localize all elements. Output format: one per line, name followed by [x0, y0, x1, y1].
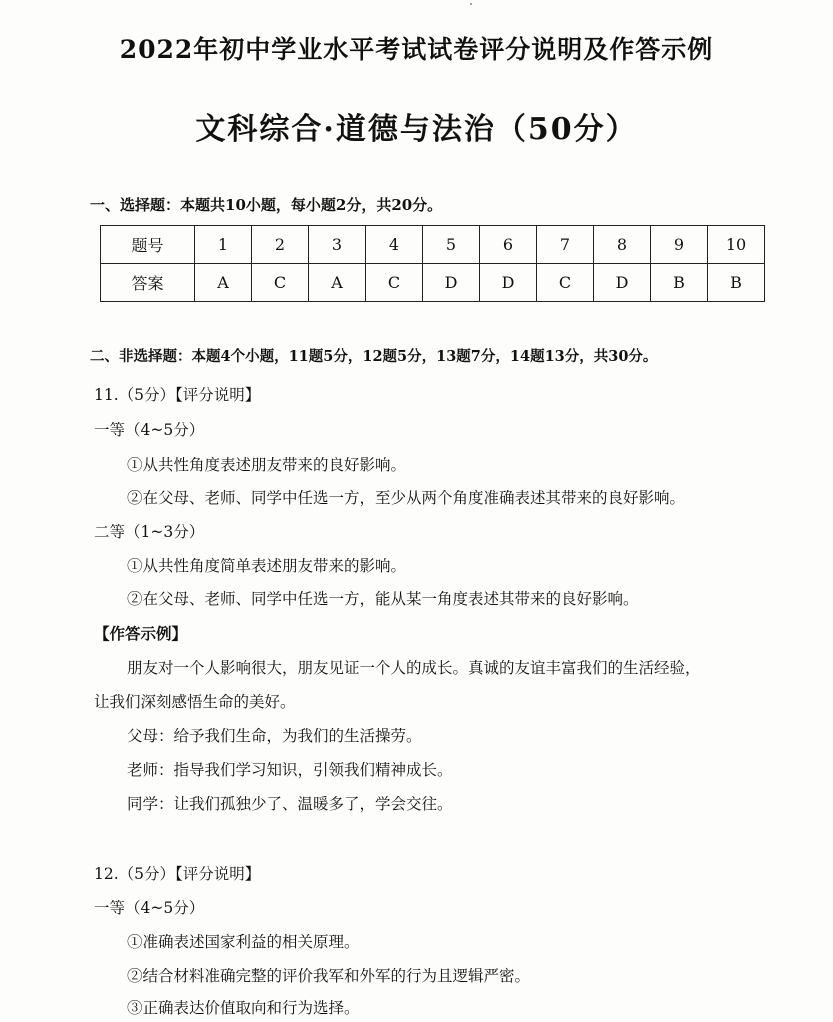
- scan-speck: [470, 3, 472, 5]
- question-number: 5: [423, 226, 480, 264]
- answer-cell: C: [252, 264, 309, 302]
- q11-example-classmate: 同学：让我们孤独少了、温暖多了，学会交往。: [127, 795, 453, 813]
- answer-cell: C: [537, 264, 594, 302]
- q11-grade2-criterion-2: ②在父母、老师、同学中任选一方，能从某一角度表述其带来的良好影响。: [127, 590, 639, 608]
- row-label-answer: 答案: [101, 264, 195, 302]
- question-number: 6: [480, 226, 537, 264]
- q11-example-paragraph-line2: 让我们深刻感悟生命的美好。: [94, 693, 296, 711]
- document-title: 2022年初中学业水平考试试卷评分说明及作答示例: [119, 35, 714, 64]
- q11-title: 11.（5分）【评分说明】: [94, 386, 261, 404]
- question-number: 10: [708, 226, 765, 264]
- row-label-number: 题号: [101, 226, 195, 264]
- question-number: 4: [366, 226, 423, 264]
- q11-example-label: 【作答示例】: [94, 624, 188, 643]
- answer-cell: A: [195, 264, 252, 302]
- q11-grade2-criterion-1: ①从共性角度简单表述朋友带来的影响。: [127, 557, 407, 575]
- q11-grade1-criterion-1: ①从共性角度表述朋友带来的良好影响。: [127, 456, 407, 474]
- question-number: 1: [195, 226, 252, 264]
- answer-cell: B: [651, 264, 708, 302]
- q11-grade1: 一等（4~5分）: [94, 421, 205, 439]
- question-number: 9: [651, 226, 708, 264]
- question-number: 2: [252, 226, 309, 264]
- q11-example-parents: 父母：给予我们生命，为我们的生活操劳。: [127, 727, 422, 745]
- question-number: 7: [537, 226, 594, 264]
- q11-grade1-criterion-2: ②在父母、老师、同学中任选一方，至少从两个角度准确表述其带来的良好影响。: [127, 489, 686, 507]
- answer-row: [101, 264, 765, 302]
- answer-cell: C: [366, 264, 423, 302]
- answer-cell: D: [480, 264, 537, 302]
- question-number: 3: [309, 226, 366, 264]
- question-number: 8: [594, 226, 651, 264]
- answer-cell: D: [423, 264, 480, 302]
- document-subtitle: 文科综合·道德与法治（50分）: [195, 112, 638, 147]
- answer-table: [100, 225, 765, 302]
- q11-grade2: 二等（1~3分）: [94, 523, 205, 541]
- q12-grade1-criterion-3: ③正确表达价值取向和行为选择。: [127, 999, 360, 1017]
- question-number-row: [101, 226, 765, 264]
- q12-grade1-criterion-2: ②结合材料准确完整的评价我军和外军的行为且逻辑严密。: [127, 967, 531, 985]
- answer-cell: A: [309, 264, 366, 302]
- section1-heading: 一、选择题：本题共10小题，每小题2分，共20分。: [90, 196, 443, 214]
- q11-example-teacher: 老师：指导我们学习知识，引领我们精神成长。: [127, 761, 453, 779]
- q12-grade1: 一等（4~5分）: [94, 899, 205, 917]
- section2-heading: 二、非选择题：本题4个小题，11题5分，12题5分，13题7分，14题13分，共30分。: [90, 348, 658, 365]
- answer-cell: B: [708, 264, 765, 302]
- q12-grade1-criterion-1: ①准确表述国家利益的相关原理。: [127, 933, 360, 951]
- q11-example-paragraph-line1: 朋友对一个人影响很大，朋友见证一个人的成长。真诚的友谊丰富我们的生活经验，: [127, 659, 701, 677]
- q12-title: 12.（5分）【评分说明】: [94, 865, 261, 883]
- answer-cell: D: [594, 264, 651, 302]
